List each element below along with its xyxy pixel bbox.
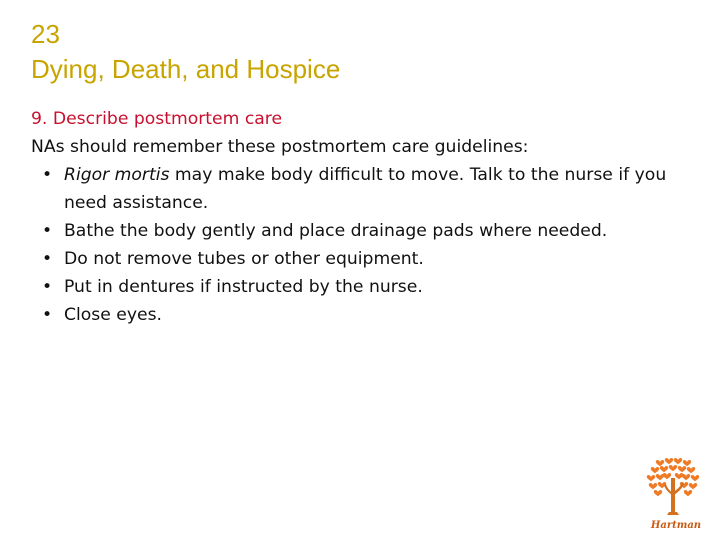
hartman-logo	[640, 456, 712, 532]
chapter-heading	[31, 17, 340, 87]
chapter-number: 23	[31, 19, 60, 49]
list-item-text: Bathe the body gently and place drainage pads where needed.	[64, 221, 608, 241]
list-item-text: Close eyes.	[64, 305, 163, 325]
list-item	[31, 273, 701, 301]
intro-text: NAs should remember these postmortem care guidelines:	[31, 137, 529, 157]
list-item-text: Do not remove tubes or other equipment.	[64, 249, 424, 269]
list-item	[31, 217, 701, 245]
list-item-text: Put in dentures if instructed by the nurse.	[64, 277, 423, 297]
heart-tree-logo-icon	[640, 456, 712, 532]
list-item	[31, 161, 701, 217]
list-item	[31, 245, 701, 273]
logo-text: Hartman	[650, 520, 702, 531]
section-title: 9. Describe postmortem care	[31, 109, 283, 129]
chapter-title: Dying, Death, and Hospice	[31, 54, 341, 84]
list-item-text: may make body difficult to move. Talk to the nurse if you need assistance.	[64, 165, 667, 213]
list-item	[31, 301, 701, 329]
slide-content	[31, 105, 701, 329]
guidelines-list	[31, 161, 701, 329]
list-item-italic: Rigor mortis	[64, 165, 170, 185]
